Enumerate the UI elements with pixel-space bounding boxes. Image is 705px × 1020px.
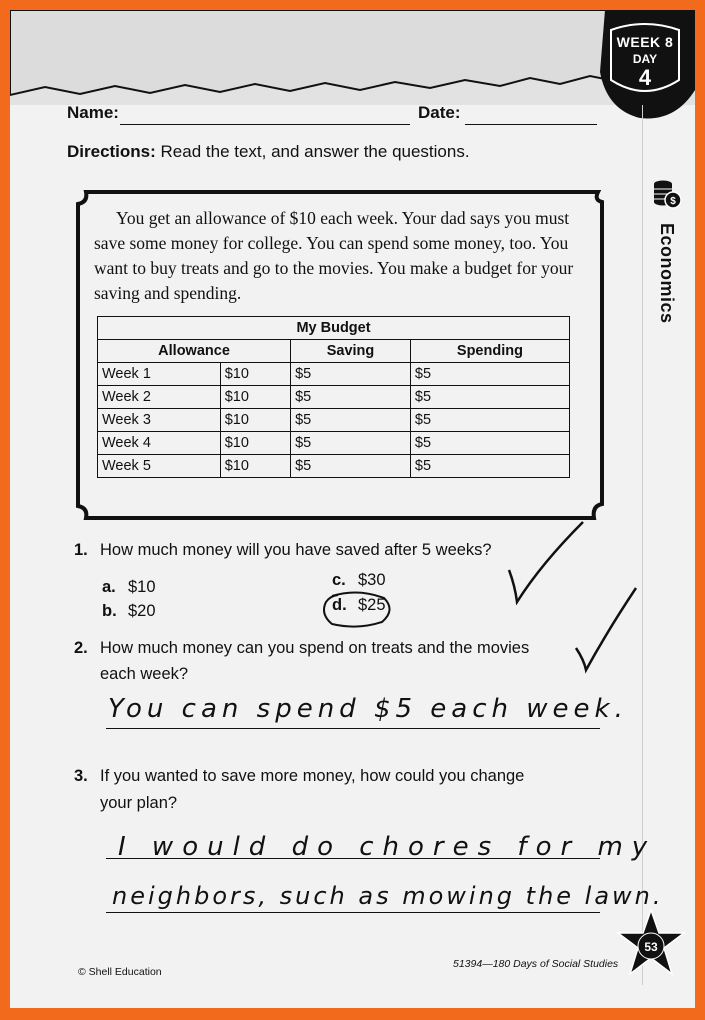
question-1 xyxy=(74,541,492,560)
date-label: Date: xyxy=(418,103,461,122)
table-cell: $10 xyxy=(220,432,290,455)
table-cell: $10 xyxy=(220,455,290,478)
option-letter: b. xyxy=(102,602,117,620)
question-2-continued: each week? xyxy=(100,665,189,683)
date-field[interactable] xyxy=(465,124,597,125)
directions xyxy=(67,142,470,162)
coins-icon xyxy=(652,178,682,210)
table-row xyxy=(98,455,570,478)
week-day-badge xyxy=(595,10,695,125)
option-letter: c. xyxy=(332,571,346,589)
checkmark-icon xyxy=(572,584,642,674)
day-label: DAY xyxy=(632,52,658,66)
question-number: 3. xyxy=(74,767,88,785)
table-cell: $10 xyxy=(220,386,290,409)
option-letter: a. xyxy=(102,578,116,596)
table-cell: $5 xyxy=(410,455,569,478)
book-title: 51394—180 Days of Social Studies xyxy=(453,958,619,970)
table-cell: $5 xyxy=(291,455,411,478)
option-value: $20 xyxy=(128,602,156,620)
name-label: Name: xyxy=(67,103,119,122)
answer-line xyxy=(106,912,600,913)
table-row xyxy=(98,432,570,455)
week-label: WEEK 8 xyxy=(616,34,674,50)
answer-line xyxy=(106,858,600,859)
table-row xyxy=(98,409,570,432)
table-cell: Week 2 xyxy=(98,386,221,409)
answer-circle-mark xyxy=(318,590,396,630)
table-cell: Week 3 xyxy=(98,409,221,432)
column-header: Spending xyxy=(410,340,569,363)
budget-table xyxy=(97,316,570,478)
handwritten-answer-3-line2[interactable]: neighbors, such as mowing the lawn. xyxy=(112,882,664,910)
table-row xyxy=(98,363,570,386)
table-cell: $5 xyxy=(291,432,411,455)
question-text: How much money will you have saved after 5 weeks? xyxy=(100,541,492,559)
reading-passage: You get an allowance of $10 each week. Your dad says you must save some money for college. You can spend some money, too. You want to buy treats and go to the movies. You make a budget for your saving and spending. xyxy=(94,208,574,303)
name-field[interactable] xyxy=(120,124,410,125)
handwritten-answer-3-line1[interactable]: I would do chores for my xyxy=(118,832,657,862)
table-row xyxy=(98,386,570,409)
option-value: $25 xyxy=(358,596,386,614)
table-cell: $5 xyxy=(291,363,411,386)
answer-line xyxy=(106,728,600,729)
table-cell: $5 xyxy=(291,386,411,409)
question-text: How much money can you spend on treats and the movies xyxy=(100,639,530,657)
table-cell: Week 5 xyxy=(98,455,221,478)
question-text: If you wanted to save more money, how could you change xyxy=(100,767,525,785)
question-number: 1. xyxy=(74,541,88,559)
page-number: 53 xyxy=(644,940,658,954)
directions-label: Directions: xyxy=(67,142,156,161)
table-cell: $10 xyxy=(220,363,290,386)
column-header: Saving xyxy=(291,340,411,363)
handwritten-answer-2[interactable]: You can spend $5 each week. xyxy=(108,694,628,724)
option-letter: d. xyxy=(332,596,347,614)
option-value: $10 xyxy=(128,578,156,596)
publisher-credit: © Shell Education xyxy=(78,966,162,978)
table-cell: $5 xyxy=(410,432,569,455)
table-cell: $5 xyxy=(291,409,411,432)
table-cell: $5 xyxy=(410,409,569,432)
budget-title: My Budget xyxy=(98,317,570,340)
option-b[interactable] xyxy=(102,602,156,621)
table-cell: $5 xyxy=(410,363,569,386)
option-c[interactable] xyxy=(332,571,386,590)
directions-text: Read the text, and answer the questions. xyxy=(160,142,470,161)
side-tab-label: Economics xyxy=(657,223,677,324)
option-a[interactable] xyxy=(102,578,156,597)
table-cell: Week 4 xyxy=(98,432,221,455)
question-3 xyxy=(74,767,524,786)
torn-paper-header xyxy=(10,10,695,105)
question-2 xyxy=(74,639,529,658)
table-cell: $10 xyxy=(220,409,290,432)
table-cell: Week 1 xyxy=(98,363,221,386)
column-header: Allowance xyxy=(98,340,291,363)
option-value: $30 xyxy=(358,571,386,589)
question-number: 2. xyxy=(74,639,88,657)
question-3-continued: your plan? xyxy=(100,794,178,812)
day-number: 4 xyxy=(638,65,652,90)
side-tab xyxy=(648,178,688,348)
svg-text:$: $ xyxy=(670,196,676,207)
table-cell: $5 xyxy=(410,386,569,409)
